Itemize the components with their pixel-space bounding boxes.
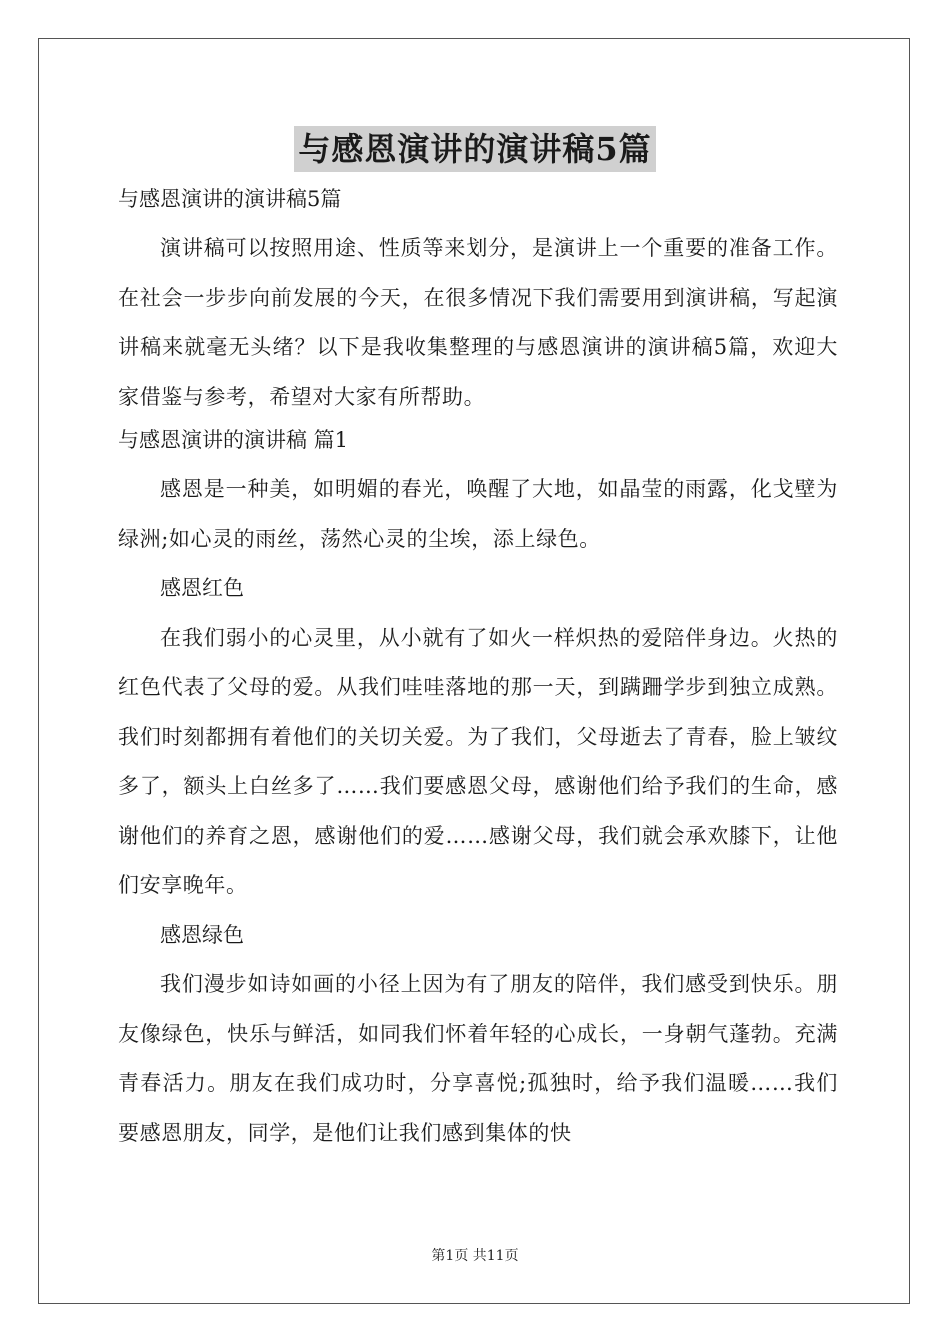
page-footer: 第1页 共11页	[431, 1248, 519, 1264]
document-body	[118, 181, 838, 1158]
intro-paragraph: 演讲稿可以按照用途、性质等来划分，是演讲上一个重要的准备工作。在社会一步步向前发展的今天，在很多情况下我们需要用到演讲稿，写起演讲稿来就毫无头绪？以下是我收集整理的与感恩演讲的演讲稿5篇，欢迎大家借鉴与参考，希望对大家有所帮助。	[118, 236, 838, 409]
title-area	[0, 126, 950, 172]
paragraph-1: 感恩是一种美，如明媚的春光，唤醒了大地，如晶莹的雨露，化戈壁为绿洲;如心灵的雨丝，荡然心灵的尘埃，添上绿色。	[118, 477, 838, 551]
section-heading: 与感恩演讲的演讲稿 篇1	[118, 428, 349, 452]
paragraph-3: 我们漫步如诗如画的小径上因为有了朋友的陪伴，我们感受到快乐。朋友像绿色，快乐与鲜活，如同我们怀着年轻的心成长，一身朝气蓬勃。充满青春活力。朋友在我们成功时，分享喜悦;孤独时，给予我们温暖……我们要感恩朋友，同学，是他们让我们感到集体的快	[118, 972, 838, 1145]
subheading-green: 感恩绿色	[160, 922, 244, 947]
document-title: 与感恩演讲的演讲稿5篇	[294, 126, 655, 172]
document-subtitle: 与感恩演讲的演讲稿5篇	[118, 187, 342, 211]
paragraph-2: 在我们弱小的心灵里，从小就有了如火一样炽热的爱陪伴身边。火热的红色代表了父母的爱。从我们哇哇落地的那一天，到蹒跚学步到独立成熟。我们时刻都拥有着他们的关切关爱。为了我们，父母逝去了青春，脸上皱纹多了，额头上白丝多了……我们要感恩父母，感谢他们给予我们的生命，感谢他们的养育之恩，感谢他们的爱……感谢父母，我们就会承欢膝下，让他们安享晚年。	[118, 625, 838, 897]
subheading-red: 感恩红色	[160, 576, 244, 600]
